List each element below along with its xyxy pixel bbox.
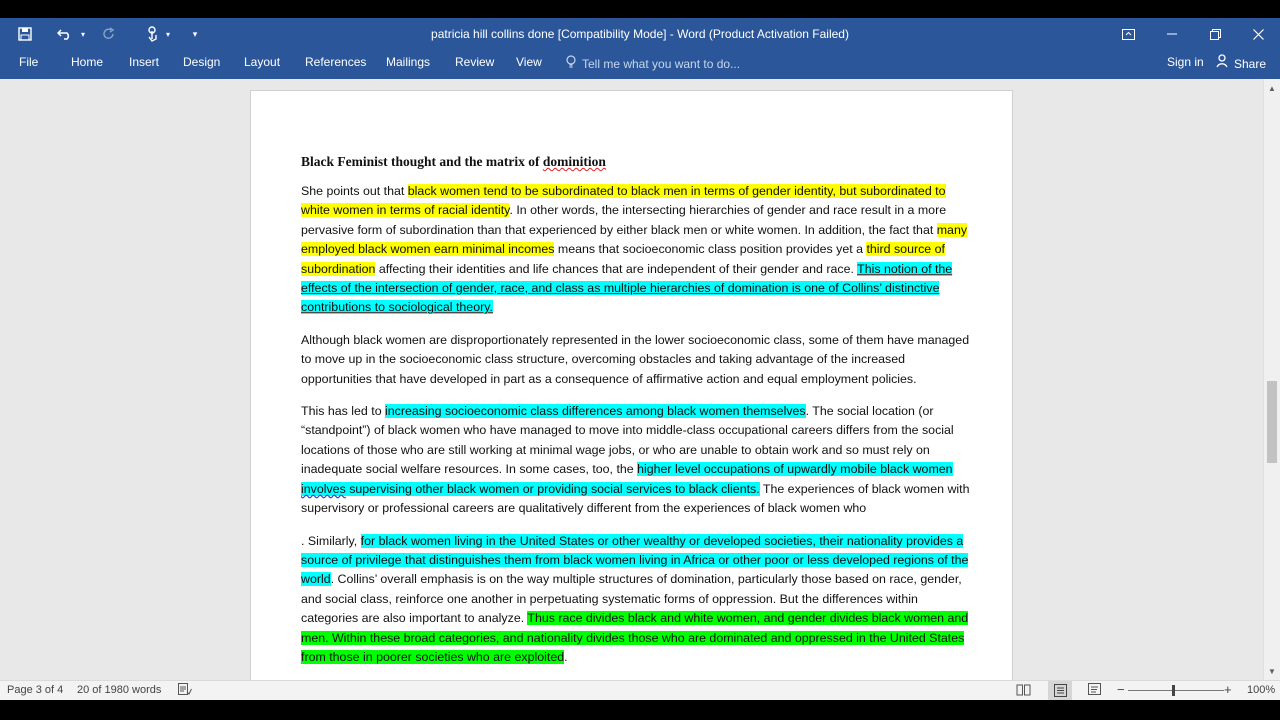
proofing-icon[interactable] xyxy=(178,683,192,699)
restore-icon[interactable] xyxy=(1193,20,1237,48)
p1-text-3: means that socioeconomic class position provides yet a xyxy=(554,242,867,257)
person-icon xyxy=(1216,54,1229,73)
p3-grammar-word[interactable]: involves xyxy=(301,481,346,496)
tab-home[interactable]: Home xyxy=(71,55,104,69)
undo-dropdown-icon[interactable]: ▾ xyxy=(80,29,85,39)
word-count[interactable]: 20 of 1980 words xyxy=(77,684,162,696)
p3-text-1: This has led to xyxy=(301,404,386,419)
tell-me-placeholder: Tell me what you want to do... xyxy=(582,56,741,71)
document-heading xyxy=(301,152,973,172)
paragraph-3[interactable] xyxy=(301,402,973,518)
scroll-thumb[interactable] xyxy=(1267,381,1277,463)
p1-highlight-yellow-3: third source of subordination xyxy=(301,242,945,276)
zoom-out-icon[interactable]: − xyxy=(1117,682,1125,697)
paragraph-4[interactable] xyxy=(301,532,973,668)
tab-view[interactable]: View xyxy=(516,55,542,69)
page-count[interactable]: Page 3 of 4 xyxy=(7,684,64,696)
scroll-down-icon[interactable]: ▼ xyxy=(1268,666,1276,676)
p4-text-3: . xyxy=(564,649,568,664)
p4-highlight-green: Thus race divides black and white women, and gender divides black women and men. Within these broad categories, and nationality divides those who are dominated and oppressed in the United States from those in poorer societies who are exploited xyxy=(301,611,969,664)
p1-text-4: affecting their identities and life chances that are independent of their gender and race. xyxy=(375,261,858,276)
close-icon[interactable] xyxy=(1236,20,1280,48)
zoom-slider[interactable] xyxy=(1128,690,1224,691)
p3-highlight-cyan-2: higher level occupations of upwardly mobile black women xyxy=(637,462,953,477)
web-layout-icon[interactable] xyxy=(1088,683,1103,699)
title-bar xyxy=(0,18,1280,49)
heading-text: Black Feminist thought and the matrix of xyxy=(301,154,543,169)
zoom-level[interactable]: 100% xyxy=(1247,684,1276,696)
tab-references[interactable]: References xyxy=(305,55,367,69)
minimize-icon[interactable] xyxy=(1150,20,1194,48)
paragraph-1[interactable] xyxy=(301,182,973,318)
print-layout-icon[interactable] xyxy=(1048,681,1072,700)
paragraph-2[interactable]: Although black women are disproportionately represented in the lower socioeconomic class, some of them have managed to move up in the socioeconomic class structure, overcoming obstacles and taking advantage of the increased opportunities that have developed in part as a consequence of affirmative action and equal employment policies. xyxy=(301,332,970,386)
vertical-scrollbar[interactable] xyxy=(1263,79,1280,680)
lightbulb-icon xyxy=(566,55,576,72)
p1-text-1: She points out that xyxy=(301,184,408,198)
share-button[interactable] xyxy=(1216,54,1266,73)
p1-highlight-yellow-1: black women tend to be subordinated to black men in terms of gender identity, but subordinated to white women in terms of racial identity xyxy=(301,184,946,218)
p3-highlight-cyan-3: supervising other black women or providing social services to black clients. xyxy=(345,481,760,496)
p3-highlight-cyan-1: increasing socioeconomic class differences among black women themselves xyxy=(385,404,806,419)
zoom-slider-thumb[interactable] xyxy=(1172,685,1175,696)
status-bar xyxy=(0,680,1280,700)
tab-design[interactable]: Design xyxy=(183,55,221,69)
share-label: Share xyxy=(1234,56,1267,71)
zoom-in-icon[interactable]: + xyxy=(1224,682,1232,697)
p1-highlight-yellow-2: many employed black women earn minimal incomes xyxy=(301,222,968,257)
document-page[interactable] xyxy=(250,90,1013,680)
window-title: patricia hill collins done [Compatibility Mode] - Word (Product Activation Failed) xyxy=(431,27,849,41)
customize-icon[interactable]: ▾ xyxy=(192,28,198,39)
ribbon-tabs xyxy=(0,49,1280,79)
read-mode-icon[interactable] xyxy=(1016,683,1031,699)
misspelled-word[interactable]: dominition xyxy=(542,154,606,169)
ribbon-display-icon[interactable] xyxy=(1106,20,1150,48)
tell-me-box[interactable] xyxy=(566,55,740,72)
tab-file[interactable]: File xyxy=(19,55,39,69)
scroll-up-icon[interactable]: ▲ xyxy=(1268,83,1276,93)
p3-text-2: . The social location (or “standpoint”) of black women who have managed to move into middle-class occupational careers differs from the social locations of those who are still working at minimal wage jobs, or who are unable to obtain work and so must rely on inadequate social welfare resources. In some cases, too, the xyxy=(301,404,954,477)
document-content[interactable] xyxy=(301,152,973,680)
screen-bottom-border xyxy=(0,700,1280,720)
p4-text-1: . Similarly, xyxy=(301,533,361,548)
tab-insert[interactable]: Insert xyxy=(129,55,160,69)
p4-text-2: . Collins’ overall emphasis is on the way multiple structures of domination, particularly those based on race, gender, and social class, reinforce one another in perpetuating systematic forms of oppression. But the differences within categories are also important to analyze. xyxy=(301,572,962,626)
tab-layout[interactable]: Layout xyxy=(244,55,281,69)
touch-dropdown-icon[interactable]: ▾ xyxy=(165,29,170,39)
document-area[interactable] xyxy=(0,79,1280,680)
p1-highlight-cyan: This notion of the effects of the intersection of gender, race, and class as multiple hierarchies of domination is one of Collins’ distinctive contributions to sociological theory. xyxy=(301,261,953,315)
p4-highlight-cyan: for black women living in the United States or other wealthy or developed societies, their nationality provides a source of privilege that distinguishes them from black women living in Africa or other poor or less developed regions of the world xyxy=(301,533,969,587)
p3-text-3: The experiences of black women with supervisory or professional careers are qualitatively different from the experiences of black women who xyxy=(301,481,970,516)
screen-top-border xyxy=(0,0,1280,18)
tab-review[interactable]: Review xyxy=(455,55,495,69)
p1-text-2: . In other words, the intersecting hierarchies of gender and race result in a more pervasive form of subordination than that experienced by either black men or white women. In addition, the fact that xyxy=(301,203,947,237)
sign-in-link[interactable]: Sign in xyxy=(1167,55,1204,69)
tab-mailings[interactable]: Mailings xyxy=(386,55,431,69)
